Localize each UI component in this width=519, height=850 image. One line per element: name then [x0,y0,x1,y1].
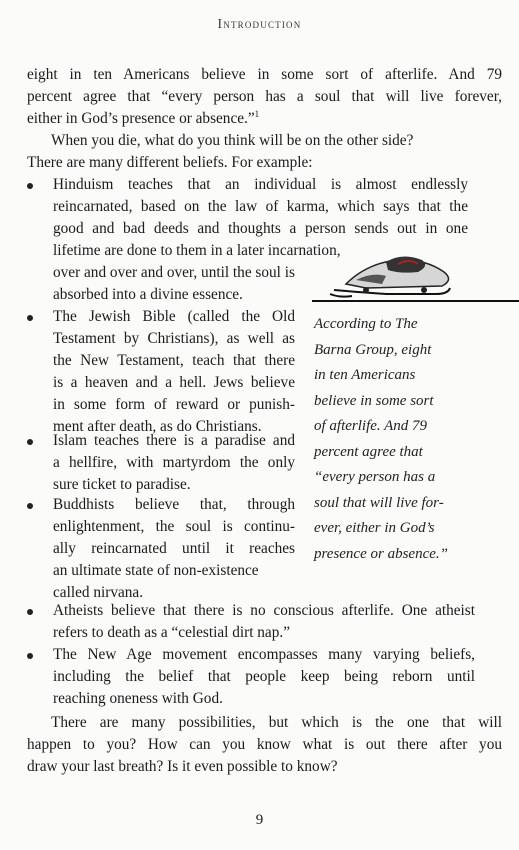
text-line: Atheists believe that there is no conscious afterlife. One atheist [53,602,475,619]
text-line: The Jewish Bible (called the Old [53,308,295,325]
text-line: in some form of reward or punish- [53,396,295,413]
bullet-icon [27,183,33,189]
text-line: ally reincarnated until it reaches [53,540,295,557]
text-line: is a heaven and a hell. Jews believe [53,374,295,391]
text-line [27,108,502,130]
text-line: called nirvana. [53,584,144,601]
text-segment: either in God’s presence or absence.” [27,110,255,127]
quote-line: in ten Americans [314,367,416,383]
closing-paragraph [27,712,502,778]
pull-quote [314,312,494,567]
text-line: enlightenment, the soul is continu- [53,518,295,535]
text-line: reincarnated, based on the law of karma, which says that the [53,198,468,215]
text-line: good and bad deeds and thoughts a person sends out in one [53,220,468,237]
bullet-icon [27,439,33,445]
quote-line: percent agree that [314,443,423,460]
quote-line: presence or absence.” [314,545,448,562]
text-line: the New Testament, teach that there [53,352,295,369]
sidebar-rule [312,300,519,302]
list-item [27,494,295,604]
quote-line: Barna Group, eight [314,341,432,358]
text-line: happen to you? How can you know what is out there after you [27,736,502,753]
text-line: draw your last breath? Is it even possible to know? [27,758,338,775]
quote-line: ever, either in God’s [314,520,435,536]
text-line: ment after death, as do Christians. [53,418,262,435]
text-line: including the belief that people keep being reborn until [53,668,475,685]
page-number: 9 [255,812,264,828]
list-item [27,430,295,496]
text-line: lifetime are done to them in a later incarnation, [53,242,341,259]
text-line: percent agree that “every person has a soul that will live forever, [27,88,502,105]
running-header: Introduction [217,16,302,31]
quote-line: According to The [314,316,418,332]
bullet-icon [27,315,33,321]
text-line: refers to death as a “celestial dirt nap.” [53,624,290,641]
text-line: Hinduism teaches that an individual is almost endlessly [53,176,468,193]
text-line: The New Age movement encompasses many varying beliefs, [53,646,475,663]
text-line: absorbed into a divine essence. [53,286,243,303]
text-line: There are many possibilities, but which is the one that will [51,714,502,731]
text-line: an ultimate state of non-existence [53,562,259,579]
list-item [27,600,475,644]
footnote-marker: 1 [254,108,260,119]
text-line: a hellfire, with martyrdom the only [53,454,295,471]
bullet-icon [27,609,33,615]
quote-line: soul that will live for- [314,494,444,511]
question-paragraph [27,130,502,174]
text-line: Testament by Christians), as well as [53,330,295,347]
quote-line: of afterlife. And 79 [314,418,428,434]
text-line: There are many different beliefs. For example: [27,154,313,171]
text-line: Buddhists believe that, through [53,496,295,513]
list-item [27,644,475,710]
text-line: Islam teaches there is a paradise and [53,432,295,449]
snowmobile-icon [326,250,458,302]
quote-line: “every person has a [314,469,436,485]
text-line: When you die, what do you think will be on the other side? [51,132,414,149]
intro-paragraph [27,64,502,130]
quote-line: believe in some sort [314,392,434,409]
bullet-icon [27,503,33,509]
bullet-icon [27,653,33,659]
text-line: eight in ten Americans believe in some sort of afterlife. And 79 [27,66,502,83]
text-line: over and over and over, until the soul is [53,264,295,281]
text-line: reaching oneness with God. [53,690,223,707]
list-item [27,306,295,438]
text-line: sure ticket to paradise. [53,476,191,493]
